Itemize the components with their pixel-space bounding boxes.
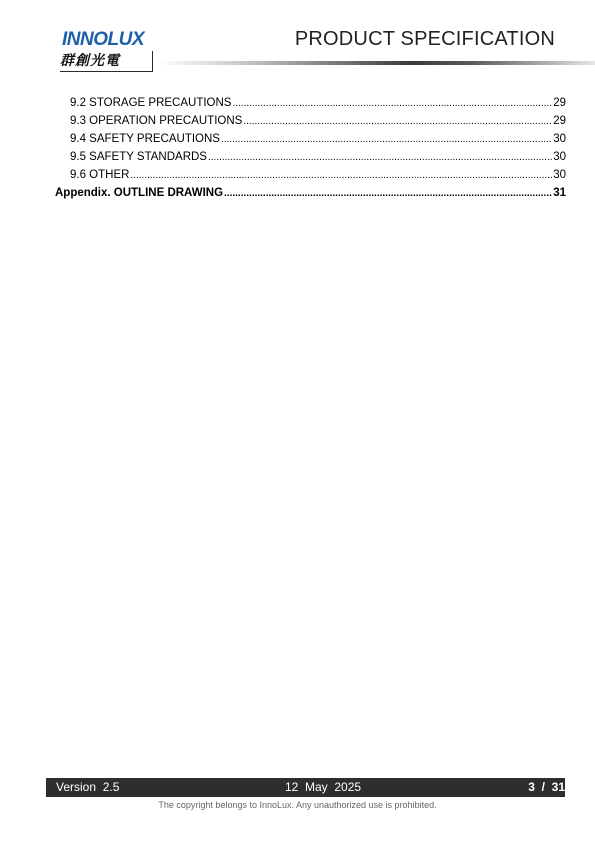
toc-entry-label: Appendix. OUTLINE DRAWING (55, 187, 224, 199)
toc-entry-label: 9.2 STORAGE PRECAUTIONS (70, 97, 232, 109)
table-of-contents (55, 94, 566, 202)
copyright-notice: The copyright belongs to InnoLux. Any unauthorized use is prohibited. (158, 800, 437, 810)
toc-entry-label: 9.4 SAFETY PRECAUTIONS (70, 133, 220, 145)
toc-entry-page: 30 (553, 133, 566, 145)
footer-page-number: 3 / 31 (528, 780, 565, 794)
toc-leader-dots (243, 113, 552, 131)
footer-date: 12 May 2025 (285, 780, 362, 794)
document-title: PRODUCT SPECIFICATION (294, 28, 555, 50)
toc-entry-page: 29 (553, 97, 566, 109)
footer-version: Version 2.5 (56, 780, 120, 794)
toc-entry-label: 9.3 OPERATION PRECAUTIONS (70, 115, 243, 127)
toc-leader-dots (221, 131, 552, 149)
footer-bar (46, 778, 565, 797)
toc-leader-dots (224, 185, 552, 203)
toc-entry[interactable] (55, 166, 566, 184)
toc-entry[interactable] (55, 112, 566, 130)
toc-entry[interactable] (55, 130, 566, 148)
toc-entry-label: 9.6 OTHER (70, 169, 130, 181)
logo-brand-text: INNOLUX (62, 29, 144, 50)
toc-leader-dots (130, 167, 552, 185)
toc-entry-page: 31 (553, 187, 566, 199)
header-divider (156, 61, 595, 65)
toc-leader-dots (208, 149, 552, 167)
logo-chinese-text: 群創光電 (60, 51, 153, 72)
toc-entry-page: 29 (553, 115, 566, 127)
toc-leader-dots (232, 95, 552, 113)
toc-entry[interactable] (55, 148, 566, 166)
toc-entry-label: 9.5 SAFETY STANDARDS (70, 151, 207, 163)
company-logo (60, 28, 153, 72)
toc-entry[interactable] (55, 94, 566, 112)
toc-entry-page: 30 (553, 151, 566, 163)
toc-entry-page: 30 (553, 169, 566, 181)
toc-entry-appendix[interactable] (55, 184, 566, 202)
